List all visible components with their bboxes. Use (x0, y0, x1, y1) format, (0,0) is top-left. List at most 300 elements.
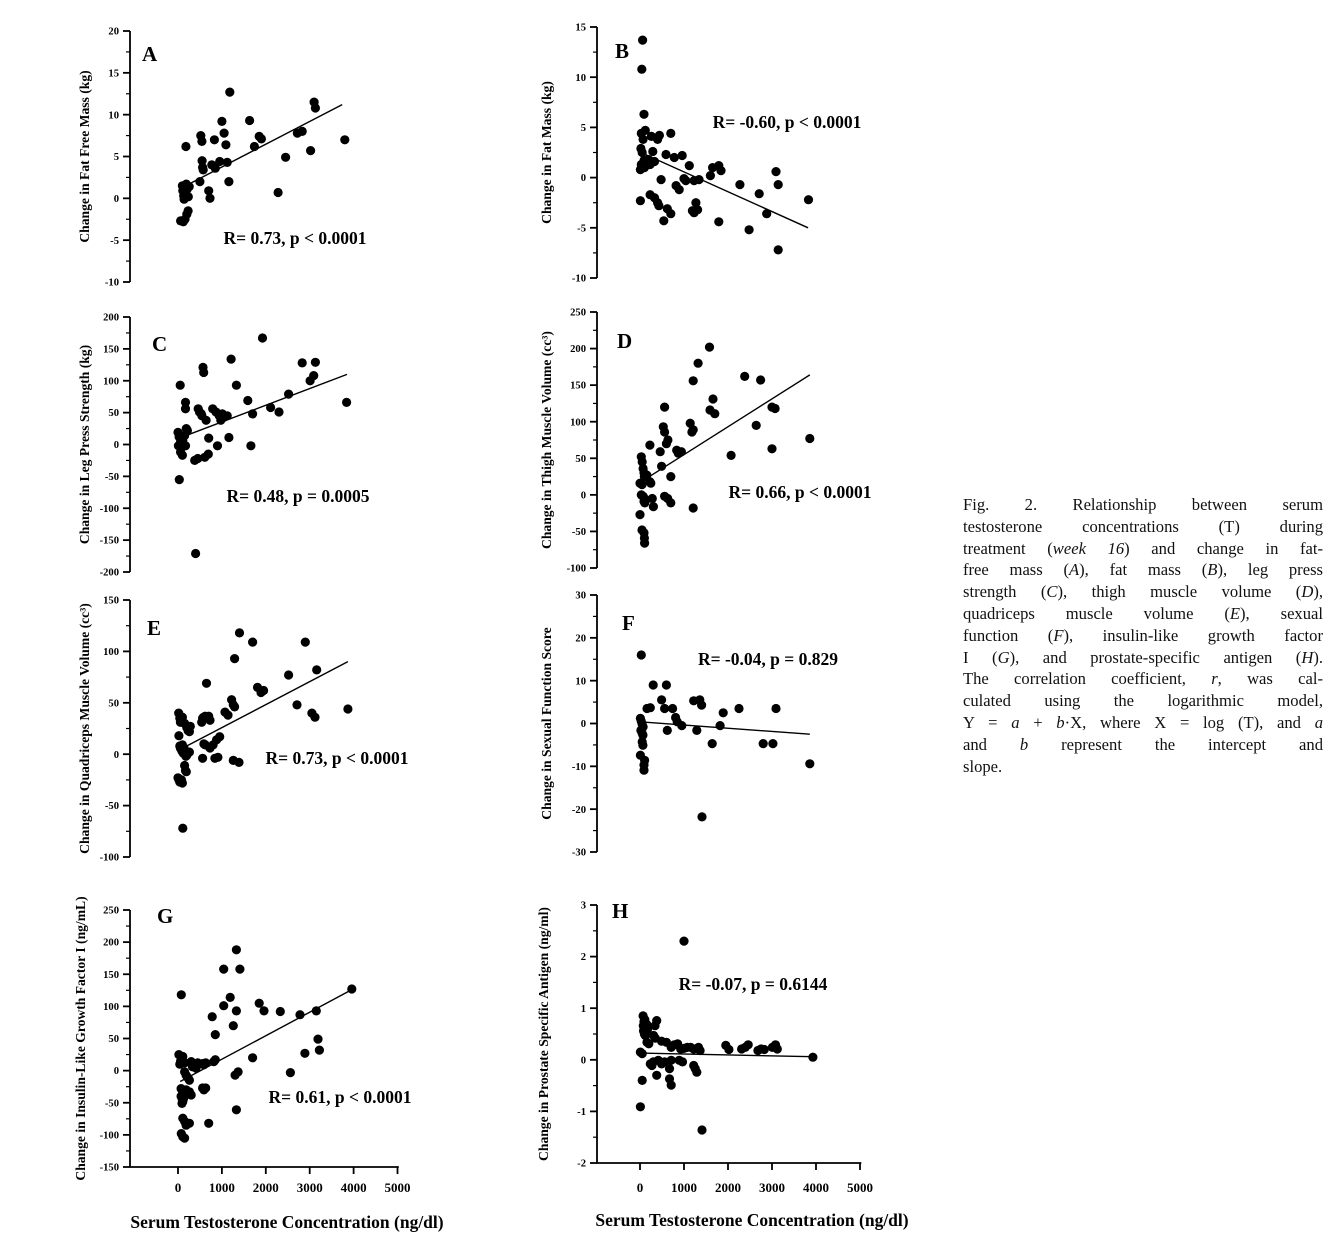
y-tick-label: 200 (570, 344, 586, 356)
data-point (255, 999, 264, 1008)
data-point (771, 167, 780, 176)
data-point (211, 1030, 220, 1039)
x-tick-label: 2000 (715, 1180, 741, 1195)
y-axis-title: Change in Thigh Muscle Volume (cc³) (539, 331, 554, 549)
data-point (259, 686, 268, 695)
plot-G (73, 896, 444, 1232)
data-point (639, 766, 648, 775)
panel-letter: F (622, 611, 635, 635)
data-point (706, 171, 715, 180)
data-point (660, 427, 669, 436)
y-tick-label: -1 (577, 1107, 586, 1118)
caption-line: free mass (A), fat mass (B), leg press (963, 560, 1323, 580)
data-point (205, 194, 214, 203)
caption-line: slope. (963, 756, 1003, 776)
data-point (660, 704, 669, 713)
data-point (223, 711, 232, 720)
data-point (204, 1119, 213, 1128)
scatter-points (174, 945, 356, 1142)
data-point (694, 175, 703, 184)
y-tick-label: 30 (575, 590, 586, 602)
y-tick-label: 0 (113, 1066, 119, 1078)
data-point (689, 425, 698, 434)
data-point (246, 441, 255, 450)
y-tick-label: 15 (108, 68, 119, 80)
data-point (654, 201, 663, 210)
data-point (771, 704, 780, 713)
y-axis-title: Change in Insulin-Like Growth Factor I (ng/mL) (73, 896, 88, 1181)
y-axis-title: Change in Fat Mass (kg) (539, 81, 554, 224)
data-point (665, 1064, 674, 1073)
correlation-annotation: R= 0.73, p < 0.0001 (223, 228, 367, 248)
data-point (745, 225, 754, 234)
data-point (638, 1076, 647, 1085)
data-point (679, 937, 688, 946)
y-tick-label: 10 (575, 676, 586, 688)
x-tick-label: 4000 (803, 1180, 829, 1195)
data-point (662, 680, 671, 689)
data-point (645, 441, 654, 450)
y-tick-label: -200 (99, 567, 119, 579)
data-point (648, 494, 657, 503)
y-tick-label: 0 (113, 440, 119, 452)
y-tick-label: -5 (577, 223, 586, 235)
data-point (191, 549, 200, 558)
y-tick-label: 100 (103, 376, 119, 388)
data-point (740, 372, 749, 381)
y-tick-label: -50 (571, 527, 586, 539)
data-point (176, 381, 185, 390)
data-point (300, 1049, 309, 1058)
caption-line: testosterone concentrations (T) during (963, 516, 1323, 536)
scatter-points (176, 88, 349, 227)
data-point (312, 1006, 321, 1015)
data-point (656, 447, 665, 456)
data-point (257, 134, 266, 143)
data-point (178, 451, 187, 460)
y-tick-label: -5 (110, 235, 119, 247)
data-point (708, 394, 717, 403)
trend-line (182, 662, 348, 749)
trend-line (182, 105, 342, 188)
data-point (343, 704, 352, 713)
data-point (221, 140, 230, 149)
data-point (312, 665, 321, 674)
figure-caption (963, 494, 1323, 777)
data-point (735, 180, 744, 189)
data-point (744, 1040, 753, 1049)
data-point (649, 680, 658, 689)
data-point (202, 416, 211, 425)
scatter-points (173, 333, 351, 558)
caption-line: culated using the logarithmic model, (963, 691, 1323, 711)
data-point (755, 189, 764, 198)
trend-line (641, 153, 808, 228)
data-point (697, 1125, 706, 1134)
data-point (638, 741, 647, 750)
y-tick-label: 0 (580, 490, 586, 502)
data-point (660, 403, 669, 412)
data-point (248, 409, 257, 418)
scatter-points (635, 343, 814, 548)
panel-letter: E (147, 616, 162, 640)
x-tick-label: 1000 (671, 1180, 697, 1195)
y-axis-title: Change in Leg Press Strength (kg) (77, 344, 92, 545)
data-point (301, 638, 310, 647)
scatter-points (173, 628, 352, 833)
data-point (667, 1056, 676, 1065)
plot-F (539, 591, 838, 859)
data-point (234, 1067, 243, 1076)
data-point (298, 127, 307, 136)
y-tick-label: -150 (99, 535, 119, 547)
data-point (734, 704, 743, 713)
y-tick-label: -10 (104, 277, 119, 289)
data-point (808, 1053, 817, 1062)
y-tick-label: -150 (99, 1162, 119, 1174)
x-tick-label: 0 (636, 1180, 644, 1195)
data-point (652, 1016, 661, 1025)
data-point (223, 411, 232, 420)
data-point (657, 175, 666, 184)
data-point (292, 700, 301, 709)
correlation-annotation: R= -0.07, p = 0.6144 (678, 974, 828, 994)
data-point (649, 502, 658, 511)
y-tick-label: 50 (575, 453, 586, 465)
data-point (667, 1081, 676, 1090)
data-point (230, 702, 239, 711)
y-tick-label: 5 (113, 152, 119, 164)
data-point (235, 628, 244, 637)
data-point (648, 147, 657, 156)
y-tick-label: -50 (104, 471, 119, 483)
data-point (182, 1121, 191, 1130)
data-point (771, 404, 780, 413)
y-tick-label: 150 (103, 344, 119, 356)
y-tick-label: 0 (580, 173, 586, 185)
y-tick-label: 150 (570, 380, 586, 392)
y-axis (590, 905, 597, 1163)
y-tick-label: 5 (580, 123, 586, 134)
data-point (234, 758, 243, 767)
data-point (204, 434, 213, 443)
data-point (340, 135, 349, 144)
data-point (666, 129, 675, 138)
y-tick-label: 100 (570, 417, 586, 429)
data-point (266, 403, 275, 412)
y-tick-label: 1 (580, 1003, 586, 1015)
data-point (184, 206, 193, 215)
data-point (768, 739, 777, 748)
caption-line: I (G), and prostate-specific antigen (H). (963, 647, 1324, 667)
data-point (719, 708, 728, 717)
data-point (657, 462, 666, 471)
data-point (295, 1010, 304, 1019)
y-axis (123, 317, 130, 572)
data-point (274, 188, 283, 197)
data-point (678, 1057, 687, 1066)
data-point (186, 722, 195, 731)
y-tick-label: -10 (571, 273, 586, 285)
data-point (681, 176, 690, 185)
y-axis (123, 910, 130, 1167)
x-axis (597, 1163, 861, 1170)
y-tick-label: -100 (99, 852, 119, 864)
data-point (248, 1053, 257, 1062)
data-point (697, 812, 706, 821)
data-point (678, 151, 687, 160)
plot-E (77, 596, 408, 864)
data-point (347, 984, 356, 993)
y-tick-label: 50 (108, 1034, 119, 1046)
data-point (311, 358, 320, 367)
data-point (259, 1006, 268, 1015)
data-point (342, 398, 351, 407)
data-point (666, 472, 675, 481)
data-point (224, 433, 233, 442)
panel-letter: A (142, 42, 158, 66)
data-point (724, 1045, 733, 1054)
y-axis-title: Change in Prostate Specific Antigen (ng/ml) (536, 907, 551, 1161)
data-point (639, 110, 648, 119)
data-point (693, 205, 702, 214)
y-tick-label: -100 (566, 563, 586, 575)
panel-letter: H (612, 899, 629, 923)
y-axis (590, 595, 597, 852)
scatter-points (636, 650, 815, 821)
correlation-annotation: R= 0.48, p = 0.0005 (226, 486, 370, 506)
data-point (663, 726, 672, 735)
data-point (208, 1012, 217, 1021)
data-point (640, 539, 649, 548)
data-point (774, 180, 783, 189)
caption-line: quadriceps muscle volume (E), sexual (963, 603, 1323, 623)
data-point (198, 754, 207, 763)
data-point (661, 150, 670, 159)
data-point (710, 409, 719, 418)
data-point (692, 726, 701, 735)
data-point (226, 993, 235, 1002)
data-point (637, 65, 646, 74)
data-point (689, 503, 698, 512)
data-point (694, 359, 703, 368)
data-point (219, 1001, 228, 1010)
data-point (229, 1021, 238, 1030)
data-point (714, 217, 723, 226)
data-point (232, 381, 241, 390)
y-tick-label: 200 (103, 312, 119, 324)
data-point (638, 148, 647, 157)
data-point (284, 390, 293, 399)
y-axis-title: Change in Fat Free Mass (kg) (77, 70, 92, 243)
data-point (774, 245, 783, 254)
y-tick-label: -100 (99, 1130, 119, 1142)
data-point (232, 1105, 241, 1114)
data-point (178, 824, 187, 833)
data-point (639, 135, 648, 144)
data-point (235, 965, 244, 974)
caption-line: The correlation coefficient, r, was cal- (963, 669, 1323, 689)
y-tick-label: 150 (103, 969, 119, 981)
data-point (248, 638, 257, 647)
data-point (177, 990, 186, 999)
y-axis (590, 27, 597, 278)
data-point (178, 1097, 187, 1106)
data-point (180, 1134, 189, 1143)
y-tick-label: -50 (104, 801, 119, 813)
y-tick-label: -30 (571, 847, 586, 859)
data-point (638, 1049, 647, 1058)
caption-line: and b represent the intercept and (963, 734, 1323, 754)
y-tick-label: 20 (108, 26, 119, 38)
y-tick-label: 3 (580, 900, 586, 912)
correlation-annotation: R= -0.60, p < 0.0001 (712, 112, 862, 132)
y-tick-label: -10 (571, 761, 586, 773)
scatter-points (636, 36, 813, 255)
y-tick-label: 100 (103, 647, 119, 658)
data-point (762, 209, 771, 218)
data-point (636, 196, 645, 205)
data-point (224, 177, 233, 186)
data-point (232, 1006, 241, 1015)
data-point (197, 137, 206, 146)
data-point (274, 407, 283, 416)
data-point (213, 753, 222, 762)
data-point (211, 1055, 220, 1064)
data-point (220, 129, 229, 138)
data-point (201, 1058, 210, 1067)
data-point (217, 117, 226, 126)
data-point (727, 451, 736, 460)
caption-line: Fig. 2. Relationship between serum (963, 495, 1323, 514)
y-tick-label: 0 (113, 749, 119, 761)
y-tick-label: 10 (108, 110, 119, 122)
data-point (708, 739, 717, 748)
data-point (184, 192, 193, 201)
data-point (230, 654, 239, 663)
data-point (657, 695, 666, 704)
data-point (309, 371, 318, 380)
plot-C (77, 313, 370, 579)
y-tick-label: 0 (580, 1055, 586, 1067)
y-tick-label: 250 (103, 905, 119, 917)
x-axis-title: Serum Testosterone Concentration (ng/dl) (130, 1212, 444, 1232)
data-point (767, 444, 776, 453)
data-point (646, 479, 655, 488)
panel-letter: B (615, 39, 630, 63)
data-point (223, 158, 232, 167)
data-point (639, 1021, 648, 1030)
data-point (313, 1035, 322, 1044)
data-point (215, 732, 224, 741)
data-point (636, 1102, 645, 1111)
y-axis-title: Change in Sexual Function Score (539, 627, 554, 820)
data-point (697, 701, 706, 710)
data-point (213, 441, 222, 450)
data-point (666, 209, 675, 218)
data-point (181, 404, 190, 413)
data-point (298, 358, 307, 367)
data-point (646, 703, 655, 712)
data-point (804, 195, 813, 204)
x-tick-label: 0 (174, 1180, 182, 1195)
data-point (202, 679, 211, 688)
data-point (716, 166, 725, 175)
plot-D (539, 308, 871, 575)
data-point (245, 116, 254, 125)
data-point (668, 704, 677, 713)
x-tick-label: 5000 (384, 1180, 411, 1195)
data-point (635, 510, 644, 519)
plot-H (536, 899, 909, 1230)
y-tick-label: -50 (104, 1098, 119, 1110)
data-point (311, 103, 320, 112)
data-point (805, 434, 814, 443)
data-point (227, 355, 236, 364)
data-point (199, 165, 208, 174)
data-point (281, 153, 290, 162)
data-point (759, 739, 768, 748)
y-tick-label: 10 (575, 72, 586, 84)
data-point (219, 965, 228, 974)
data-point (225, 88, 234, 97)
data-point (692, 1068, 701, 1077)
x-tick-label: 1000 (208, 1180, 235, 1195)
y-tick-label: 150 (103, 595, 119, 607)
data-point (199, 368, 208, 377)
data-point (637, 650, 646, 659)
data-point (181, 142, 190, 151)
data-point (205, 716, 214, 725)
data-point (243, 396, 252, 405)
caption-line: function (F), insulin-like growth factor (963, 625, 1323, 645)
y-axis (123, 31, 130, 282)
x-axis-title: Serum Testosterone Concentration (ng/dl) (595, 1210, 909, 1230)
correlation-annotation: R= 0.66, p < 0.0001 (728, 482, 872, 502)
y-tick-label: 50 (108, 408, 119, 420)
data-point (178, 778, 187, 787)
y-tick-label: 15 (575, 22, 586, 34)
data-point (232, 945, 241, 954)
x-tick-label: 3000 (296, 1180, 323, 1195)
data-point (276, 1007, 285, 1016)
data-point (210, 135, 219, 144)
data-point (677, 721, 686, 730)
correlation-annotation: R= 0.61, p < 0.0001 (268, 1087, 412, 1107)
plot-B (539, 23, 861, 285)
y-tick-label: -20 (571, 804, 586, 816)
y-tick-label: 200 (103, 937, 119, 949)
data-point (175, 475, 184, 484)
panel-letter: C (152, 332, 168, 356)
data-point (689, 376, 698, 385)
data-point (637, 480, 646, 489)
data-point (650, 157, 659, 166)
data-point (185, 1076, 194, 1085)
data-point (174, 731, 183, 740)
data-point (655, 131, 664, 140)
y-tick-label: 100 (103, 1001, 119, 1013)
y-tick-label: 250 (570, 307, 586, 319)
data-point (250, 142, 259, 151)
x-tick-label: 2000 (252, 1180, 279, 1195)
x-tick-label: 4000 (340, 1180, 367, 1195)
data-point (716, 721, 725, 730)
data-point (286, 1068, 295, 1077)
data-point (675, 185, 684, 194)
panel-letter: D (617, 329, 633, 353)
data-point (306, 146, 315, 155)
